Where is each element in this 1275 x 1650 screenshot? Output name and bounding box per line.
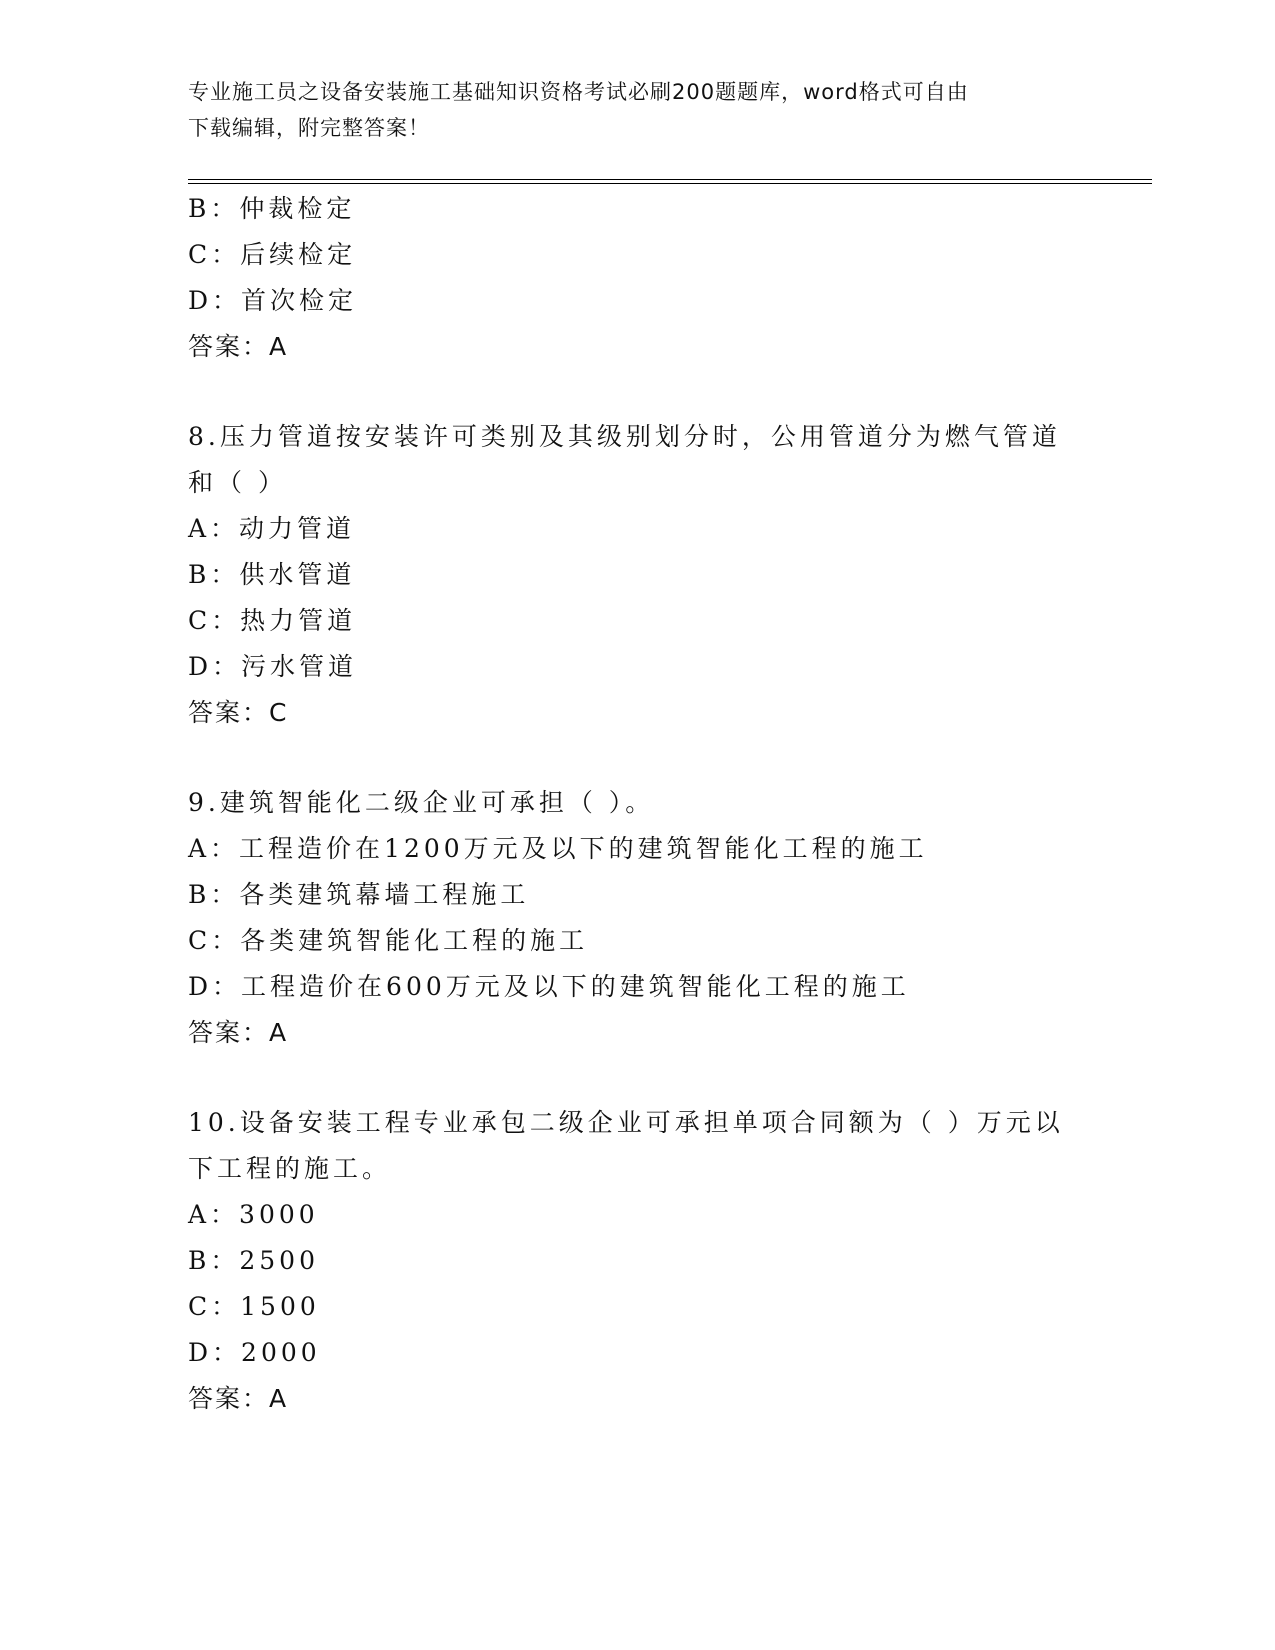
option-d: D：首次检定: [188, 286, 358, 315]
option-c: C：热力管道: [188, 606, 357, 635]
question-10: [188, 1100, 1068, 1422]
document-body: [188, 186, 1068, 1422]
page-header: [188, 74, 1068, 146]
answer: 答案：A: [188, 332, 289, 361]
spacer: [188, 1056, 1068, 1100]
header-divider-top: [188, 179, 1152, 180]
answer: 答案：C: [188, 698, 289, 727]
answer: 答案：A: [188, 1018, 289, 1047]
header-divider-bottom: [188, 183, 1152, 184]
option-b: B：各类建筑幕墙工程施工: [188, 880, 530, 909]
spacer: [188, 370, 1068, 414]
question-stem: 下工程的施工。: [188, 1154, 392, 1183]
question-7-tail: [188, 186, 1068, 370]
option-c: C：各类建筑智能化工程的施工: [188, 926, 589, 955]
option-d: D：2000: [188, 1338, 321, 1367]
option-b: B：2500: [188, 1246, 319, 1275]
question-stem: 9.建筑智能化二级企业可承担（ ）。: [188, 788, 655, 817]
option-a: A：工程造价在1200万元及以下的建筑智能化工程的施工: [188, 834, 928, 863]
option-c: C：1500: [188, 1292, 320, 1321]
answer: 答案：A: [188, 1384, 289, 1413]
option-b: B：仲裁检定: [188, 194, 356, 223]
option-a: A：3000: [188, 1200, 319, 1229]
option-d: D：污水管道: [188, 652, 358, 681]
header-line-2: 下载编辑，附完整答案！: [188, 116, 430, 140]
option-d: D：工程造价在600万元及以下的建筑智能化工程的施工: [188, 972, 910, 1001]
question-stem: 8.压力管道按安装许可类别及其级别划分时，公用管道分为燃气管道: [188, 422, 1061, 451]
question-8: [188, 414, 1068, 736]
question-9: [188, 780, 1068, 1056]
option-a: A：动力管道: [188, 514, 356, 543]
question-stem: 10.设备安装工程专业承包二级企业可承担单项合同额为（ ）万元以: [188, 1108, 1064, 1137]
question-stem: 和（ ）: [188, 468, 287, 497]
option-b: B：供水管道: [188, 560, 356, 589]
option-c: C：后续检定: [188, 240, 357, 269]
spacer: [188, 736, 1068, 780]
header-line-1: 专业施工员之设备安装施工基础知识资格考试必刷200题题库，word格式可自由: [188, 80, 969, 104]
